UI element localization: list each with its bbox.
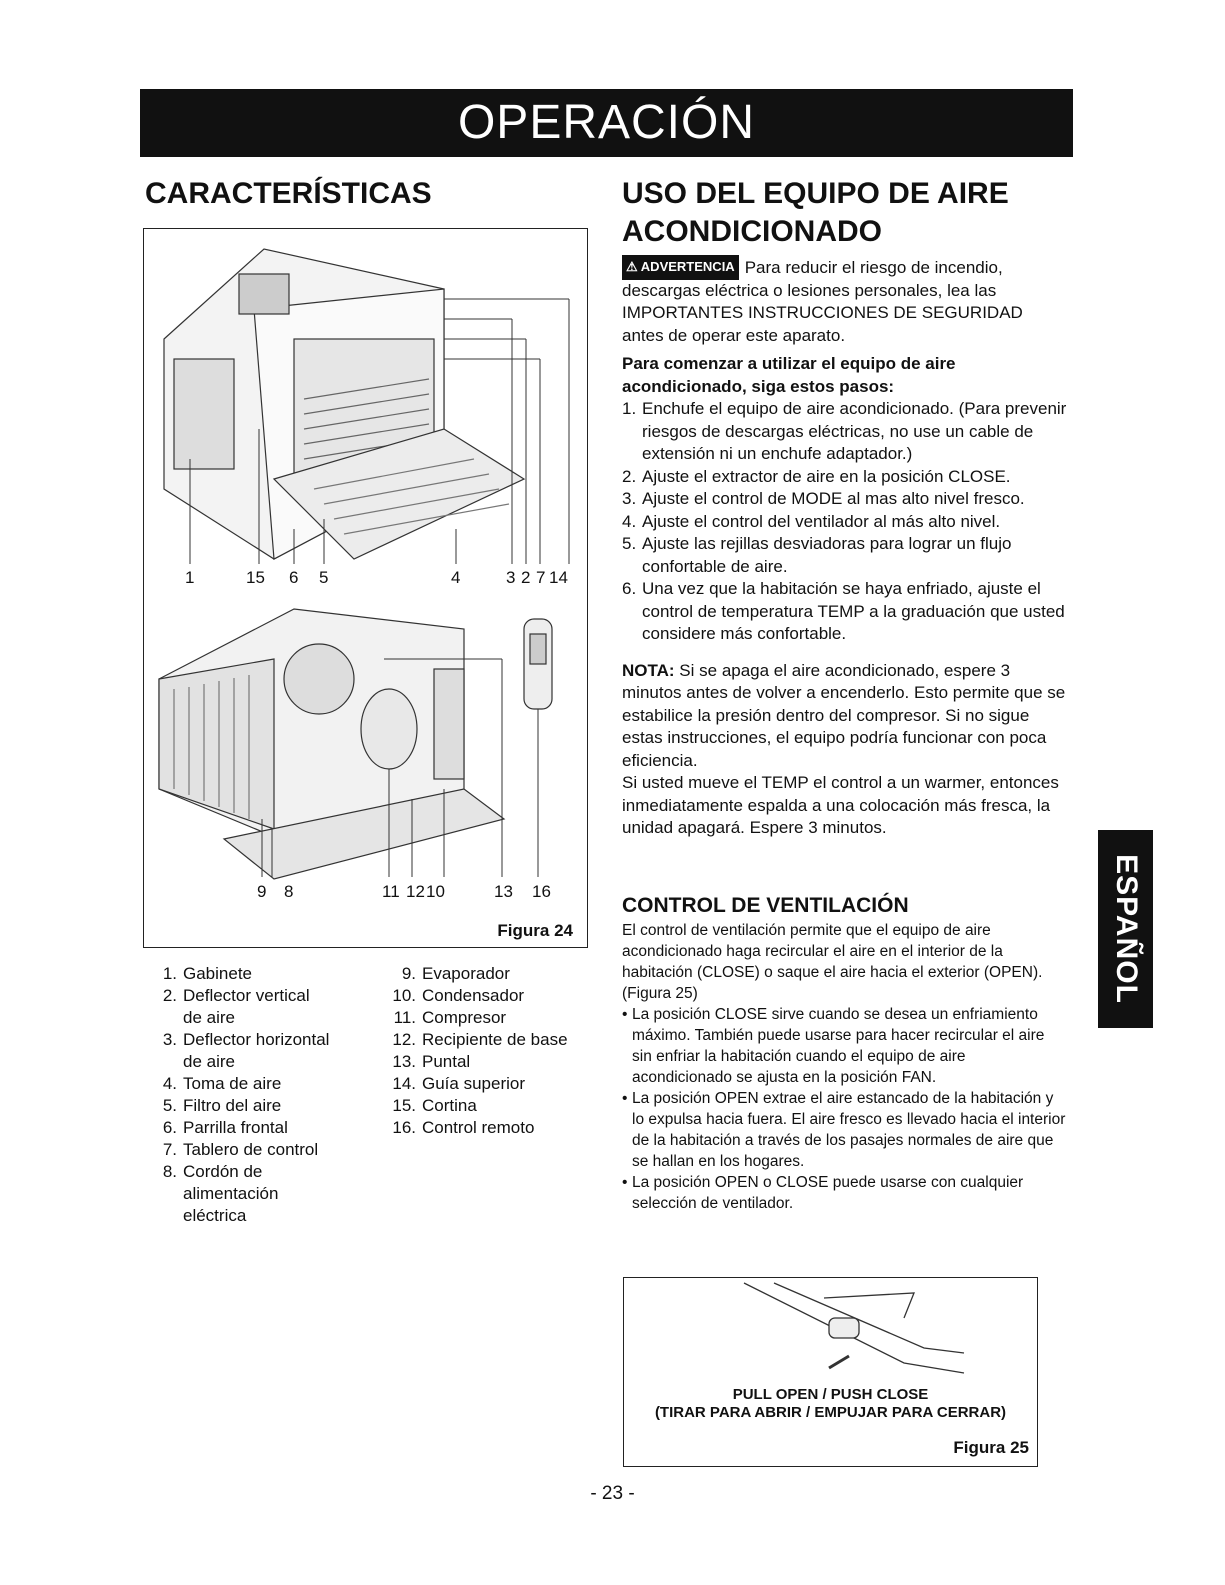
air-conditioner-illustration [144,229,587,947]
part-item: Filtro del aire [183,1096,282,1115]
label-1: 1 [185,568,195,587]
parts-list-2: 9. Evaporador 10. Condensador 11. Compresor 12. Recipiente de base 13. Puntal 14. Guía superior 15. Cortina 16. Control remoto [392,964,568,1137]
figure-25-line-2: (TIRAR PARA ABRIR / EMPUJAR PARA CERRAR) [654,1404,1007,1421]
part-item: Condensador [422,986,525,1005]
note-label: NOTA: [622,660,675,680]
step-item: 3. Ajuste el control de MODE al mas alto nivel fresco. [622,489,1025,508]
label-4: 4 [451,568,461,587]
warning-badge: ⚠ ADVERTENCIA [622,255,739,280]
label-2: 2 [521,568,531,587]
steps-list [622,398,1067,646]
part-item: Recipiente de base [422,1030,568,1049]
label-12: 12 [406,882,425,901]
ventilation-title: CONTROL DE VENTILACIÓN [622,894,909,917]
step-item: 4. Ajuste el control del ventilador al más alto nivel. [622,511,1001,531]
part-item: Puntal [422,1052,471,1071]
label-8: 8 [284,882,294,901]
label-6: 6 [289,568,299,587]
part-item: Deflector horizontal de aire [183,1030,330,1071]
note-paragraph: NOTA: Si se apaga el aire acondicionado, espere 3 minutos antes de volver a encenderlo. Esto permite que se estabilice la presión dentro del compresor. Si no sigue estas instrucciones, el equipo podría funcionar con poca eficiencia. [622,660,1066,770]
part-item: Guía superior [422,1074,525,1093]
part-item: Compresor [422,1008,507,1027]
ventilation-intro: El control de ventilación permite que el equipo de aire acondicionado haga recircular el aire en el interior de la habitación (CLOSE) o saque el aire hacia el exterior (OPEN). (Figura 25) [622,922,1043,1002]
usage-section [622,255,1067,840]
warning-paragraph: ⚠ ADVERTENCIA Para reducir el riesgo de incendio, descargas eléctrica o lesiones personales, lea las IMPORTANTES INSTRUCCIONES DE SEGURIDAD antes de operar este aparato. [622,255,1067,347]
ventilation-section [622,895,1067,1214]
part-item: Evaporador [422,964,510,983]
step-item: 2. Ajuste el extractor de aire en la posición CLOSE. [622,466,1011,486]
figure-24 [143,228,588,948]
part-item: Parrilla frontal [183,1118,288,1137]
steps-heading: Para comenzar a utilizar el equipo de aire acondicionado, siga estos pasos: [622,354,956,396]
note-paragraph-2: Si usted mueve el TEMP el control a un warmer, entonces inmediatamente espalda a una colocación más fresca, la unidad apagará. Espere 3 minutos. [622,773,1059,837]
part-item: Control remoto [422,1118,535,1137]
label-15: 15 [246,568,265,587]
label-13: 13 [494,882,513,901]
part-item: Gabinete [183,964,252,983]
ventilation-bullet: • La posición OPEN o CLOSE puede usarse con cualquier selección de ventilador. [622,1174,1024,1212]
label-3: 3 [506,568,516,587]
usage-title: USO DEL EQUIPO DE AIRE ACONDICIONADO [622,177,1009,248]
part-item: Toma de aire [183,1074,282,1093]
ventilation-bullet: • La posición OPEN extrae el aire estancado de la habitación y lo expulsa hacia fuera. El aire fresco es llevado hacia el interior de la habitación a través de los pasajes normales de aire que se hallan en los hogares. [622,1090,1066,1170]
label-5: 5 [319,568,329,587]
parts-list-1: 1. Gabinete 2. Deflector vertical de aire 3. Deflector horizontal de aire 4. Toma de aire 5. Filtro del aire 6. Parrilla frontal 7. Tablero de control 8. Cordón de alimentación eléctrica [155,963,355,1227]
ventilation-bullet: • La posición CLOSE sirve cuando se desea un enfriamiento máximo. También puede usarse para hacer recircular el aire sin enfriar la habitación cuando el equipo de aire acondicionado se ajusta en la posición FAN. [622,1006,1045,1086]
step-item: 1. Enchufe el equipo de aire acondicionado. (Para prevenir riesgos de descargas eléctricas, no use un cable de extensión ni un enchufe adaptador.) [622,399,1067,463]
label-7: 7 [536,568,546,587]
part-item: Cordón de alimentación eléctrica [183,1162,279,1225]
page-number: - 23 - [590,1483,635,1504]
step-item: 6. Una vez que la habitación se haya enfriado, ajuste el control de temperatura TEMP a la graduación que usted considere más confortable. [622,579,1065,643]
language-tab: ESPAÑOL [1098,830,1153,1028]
figure-25-caption: Figura 25 [953,1438,1029,1457]
figure-25-line-1: PULL OPEN / PUSH CLOSE [732,1386,929,1403]
label-11: 11 [382,882,400,901]
part-item: Cortina [422,1096,477,1115]
label-9: 9 [257,882,267,901]
label-14: 14 [549,568,568,587]
vent-lever-illustration [624,1278,1037,1378]
label-16: 16 [532,882,551,901]
figure-25 [623,1277,1038,1467]
part-item: Tablero de control [183,1140,319,1159]
step-item: 5. Ajuste las rejillas desviadoras para lograr un flujo confortable de aire. [622,534,1012,576]
section-banner: OPERACIÓN [140,89,1073,157]
figure-24-caption: Figura 24 [497,921,573,940]
part-item: Deflector vertical de aire [183,986,310,1027]
label-10: 10 [426,882,445,901]
features-title: CARACTERÍSTICAS [145,177,432,210]
